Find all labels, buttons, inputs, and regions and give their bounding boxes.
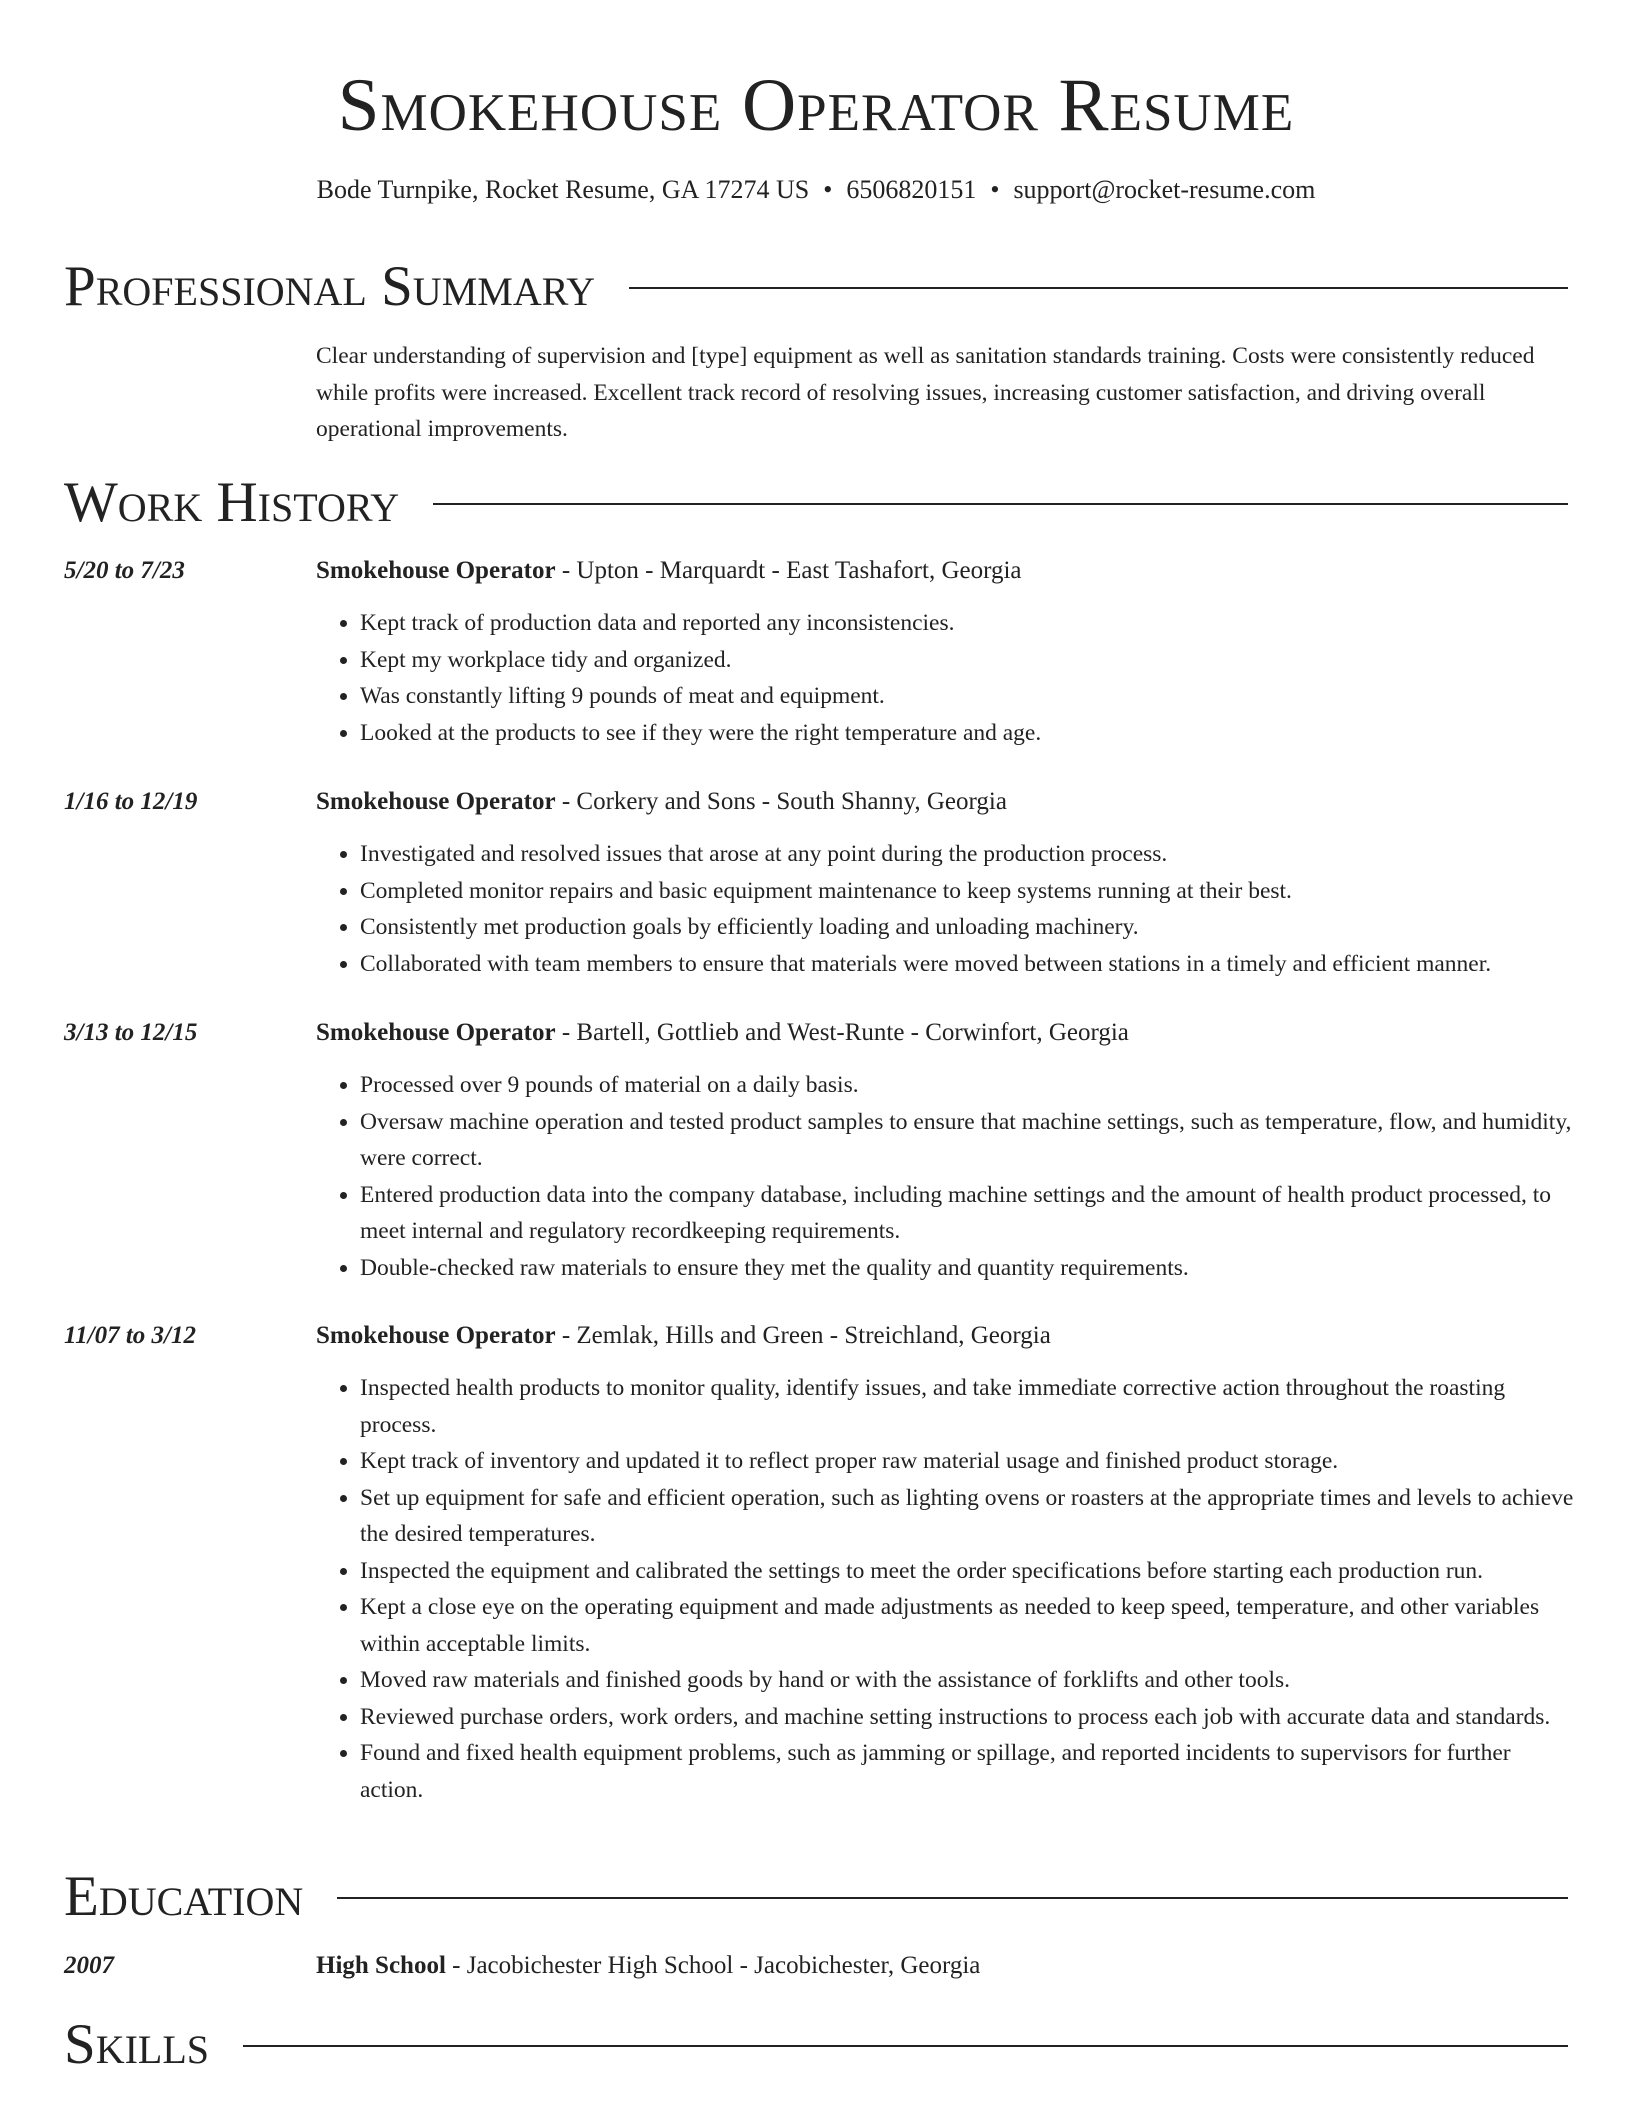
section-rule	[243, 2045, 1568, 2047]
job-bullet: • Processed over 9 pounds of material on a daily basis.	[360, 1067, 1578, 1104]
section-header-work-history	[64, 468, 1568, 538]
summary-text: Clear understanding of supervision and [type] equipment as well as sanitation standards training. Costs were consistently reduced while profits were increased. Excellent track record of resolving issues, increasing customer satisfaction, and driving overall operational improvements.	[316, 343, 1535, 442]
section-header-education	[64, 1862, 1568, 1932]
contact-separator: •	[990, 175, 1000, 204]
job-bullet: • Was constantly lifting 9 pounds of meat and equipment.	[360, 678, 1578, 715]
contact-phone: 6506820151	[846, 175, 977, 204]
job-title: Smokehouse Operator	[316, 1322, 556, 1349]
job-details: - Bartell, Gottlieb and West-Runte - Corwinfort, Georgia	[555, 1019, 1129, 1046]
job-details: - Corkery and Sons - South Shanny, Georgia	[555, 788, 1007, 815]
job-bullet: • Oversaw machine operation and tested product samples to ensure that machine settings, such as temperature, flow, and humidity, were correct.	[360, 1104, 1578, 1177]
job-bullet: • Moved raw materials and finished goods by hand or with the assistance of forklifts and other tools.	[360, 1662, 1578, 1699]
contact-email: support@rocket-resume.com	[1013, 175, 1316, 204]
job-heading	[316, 784, 1578, 820]
section-title: Education	[64, 1865, 304, 1928]
job-bullet: • Kept my workplace tidy and organized.	[360, 642, 1578, 679]
education-year: 2007	[64, 1952, 114, 1979]
job-bullet: • Kept a close eye on the operating equipment and made adjustments as needed to keep speed, temperature, and other variables within acceptable limits.	[360, 1589, 1578, 1662]
section-title: Professional Summary	[64, 255, 596, 318]
job-bullet: • Inspected the equipment and calibrated the settings to meet the order specifications before starting each production run.	[360, 1553, 1578, 1590]
job-bullet: • Entered production data into the company database, including machine settings and the amount of health product processed, to meet internal and regulatory recordkeeping requirements.	[360, 1177, 1578, 1250]
job-dates: 3/13 to 12/15	[64, 1019, 198, 1046]
job-title: Smokehouse Operator	[316, 557, 556, 584]
contact-separator: •	[823, 175, 833, 204]
job-heading	[316, 553, 1578, 589]
job-bullet: • Inspected health products to monitor quality, identify issues, and take immediate corrective action throughout the roasting process.	[360, 1370, 1578, 1443]
education-degree: High School	[316, 1952, 446, 1979]
job-bullet: • Consistently met production goals by efficiently loading and unloading machinery.	[360, 909, 1578, 946]
job-dates: 5/20 to 7/23	[64, 557, 185, 584]
job-heading	[316, 1318, 1578, 1354]
job-title: Smokehouse Operator	[316, 1019, 556, 1046]
job-bullet: • Completed monitor repairs and basic equipment maintenance to keep systems running at their best.	[360, 873, 1578, 910]
job-heading	[316, 1015, 1578, 1051]
education-details: - Jacobichester High School - Jacobichester, Georgia	[445, 1952, 981, 1979]
contact-line	[0, 172, 1632, 208]
section-header-skills	[64, 2010, 1568, 2080]
job-bullet: • Reviewed purchase orders, work orders, and machine setting instructions to process each job with accurate data and standards.	[360, 1699, 1578, 1736]
job-bullet: • Collaborated with team members to ensure that materials were moved between stations in a timely and efficient manner.	[360, 946, 1578, 983]
section-title: Skills	[64, 2013, 210, 2076]
job-dates: 11/07 to 3/12	[64, 1322, 196, 1349]
job-dates: 1/16 to 12/19	[64, 788, 198, 815]
job-bullet: • Double-checked raw materials to ensure they met the quality and quantity requirements.	[360, 1250, 1578, 1287]
contact-address: Bode Turnpike, Rocket Resume, GA 17274 US	[316, 175, 810, 204]
section-rule	[337, 1897, 1568, 1899]
job-bullet: • Found and fixed health equipment problems, such as jamming or spillage, and reported incidents to supervisors for further action.	[360, 1735, 1578, 1808]
resume-name: Smokehouse Operator Resume	[337, 64, 1295, 147]
job-bullet: • Set up equipment for safe and efficient operation, such as lighting ovens or roasters at the appropriate times and levels to achieve the desired temperatures.	[360, 1480, 1578, 1553]
section-header-summary	[64, 252, 1568, 322]
job-bullets	[316, 605, 1578, 751]
education-heading	[316, 1948, 1578, 1984]
job-details: - Upton - Marquardt - East Tashafort, Georgia	[555, 557, 1022, 584]
job-title: Smokehouse Operator	[316, 788, 556, 815]
section-rule	[629, 287, 1568, 289]
job-bullets	[316, 836, 1578, 982]
job-bullet: • Kept track of inventory and updated it to reflect proper raw material usage and finished product storage.	[360, 1443, 1578, 1480]
section-title: Work History	[64, 471, 400, 534]
job-bullet: • Investigated and resolved issues that arose at any point during the production process.	[360, 836, 1578, 873]
section-rule	[433, 503, 1568, 505]
job-bullets	[316, 1067, 1578, 1286]
job-bullets	[316, 1370, 1578, 1808]
job-details: - Zemlak, Hills and Green - Streichland, Georgia	[555, 1322, 1051, 1349]
job-bullet: • Kept track of production data and reported any inconsistencies.	[360, 605, 1578, 642]
job-bullet: • Looked at the products to see if they were the right temperature and age.	[360, 715, 1578, 752]
